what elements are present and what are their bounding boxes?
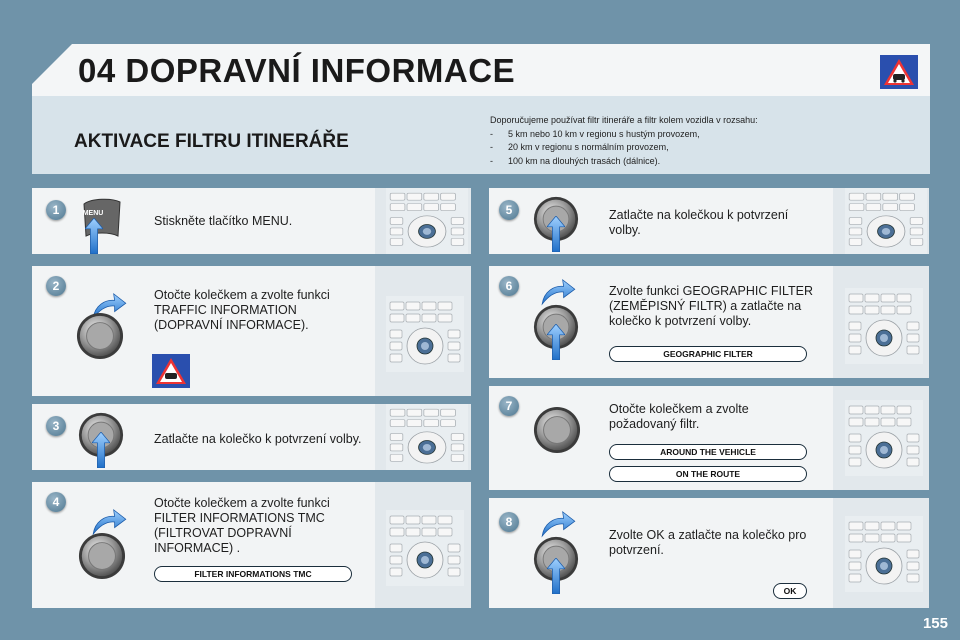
step-text: Zatlačte na kolečko k potvrzení volby. [154, 432, 362, 446]
range-text: 20 km v regionu s normálním provozem, [508, 142, 669, 152]
press-arrow-icon [85, 218, 103, 254]
console-illustration [386, 296, 464, 372]
filter-tmc-option[interactable]: FILTER INFORMATIONS TMC [154, 566, 352, 582]
step-number: 7 [499, 396, 519, 416]
menu-key-label: MENU [82, 210, 104, 217]
ok-option[interactable]: OK [773, 583, 807, 599]
console-illustration [845, 188, 927, 254]
page-title: 04 DOPRAVNÍ INFORMACE [78, 52, 516, 89]
on-route-option[interactable]: ON THE ROUTE [609, 466, 807, 482]
step-number: 6 [499, 276, 519, 296]
rotary-knob-icon [78, 532, 126, 580]
step-text: Otočte kolečkem a zvolte funkci FILTER INFORMATIONS TMC (FILTROVAT DOPRAVNÍ INFORMACE) . [154, 496, 330, 555]
step-number: 2 [46, 276, 66, 296]
press-arrow-icon [92, 432, 110, 468]
list-dash: - [490, 142, 493, 152]
step-card-1 [32, 188, 471, 254]
step-number: 5 [499, 200, 519, 220]
traffic-warning-icon [152, 354, 190, 388]
rotary-knob-icon [76, 312, 124, 360]
step-number: 4 [46, 492, 66, 512]
step-card-5 [489, 188, 929, 254]
step-text: Zatlačte na kolečkou k potvrzení volby. [609, 208, 789, 237]
step-card-3 [32, 404, 471, 470]
recommendation-text: Doporučujeme používat filtr itineráře a filtr kolem vozidla v rozsahu: [490, 115, 758, 125]
console-illustration [845, 400, 923, 476]
range-item [490, 141, 910, 155]
press-arrow-icon [547, 324, 565, 360]
console-illustration [386, 404, 468, 470]
step-number: 1 [46, 200, 66, 220]
press-arrow-icon [547, 216, 565, 252]
step-card-7 [489, 386, 929, 490]
step-card-6 [489, 266, 929, 378]
range-item [490, 155, 910, 169]
traffic-warning-icon [880, 55, 918, 89]
rotate-arrow-icon [539, 278, 577, 306]
geographic-filter-option[interactable]: GEOGRAPHIC FILTER [609, 346, 807, 362]
rotary-knob-icon [533, 406, 581, 454]
rotate-arrow-icon [539, 510, 577, 538]
step-text: Stiskněte tlačítko MENU. [154, 214, 293, 228]
list-dash: - [490, 155, 493, 166]
section-subtitle: AKTIVACE FILTRU ITINERÁŘE [74, 131, 349, 152]
step-card-2 [32, 266, 471, 396]
range-text: 100 km na dlouhých trasách (dálnice). [508, 155, 661, 166]
step-text: Zvolte funkci GEOGRAPHIC FILTER (ZEMĚPISNÝ FILTR) a zatlačte na kolečko k potvrzení volby. [609, 284, 813, 328]
around-vehicle-option[interactable]: AROUND THE VEHICLE [609, 444, 807, 460]
step-text: Zvolte OK a zatlačte na kolečko pro potvrzení. [609, 528, 807, 557]
list-dash: - [490, 128, 493, 139]
console-illustration [845, 516, 923, 592]
console-illustration [845, 288, 923, 364]
step-card-4 [32, 482, 471, 608]
step-number: 3 [46, 416, 66, 436]
step-text: Otočte kolečkem a zvolte požadovaný filtr. [609, 402, 749, 431]
page-number: 155 [922, 615, 948, 632]
range-item [490, 128, 910, 142]
press-arrow-icon [547, 558, 565, 594]
step-text: Otočte kolečkem a zvolte funkci TRAFFIC INFORMATION (DOPRAVNÍ INFORMACE). [154, 288, 330, 332]
recommendation-note [490, 114, 910, 168]
step-card-8 [489, 498, 929, 608]
console-illustration [386, 510, 464, 586]
range-text: 5 km nebo 10 km v regionu s hustým provozem, [508, 128, 700, 139]
step-number: 8 [499, 512, 519, 532]
console-illustration [386, 188, 468, 254]
